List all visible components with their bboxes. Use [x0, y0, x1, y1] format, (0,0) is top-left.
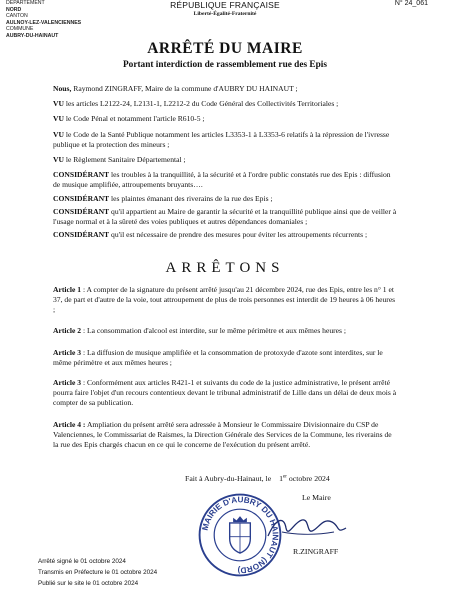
preamble-item — [53, 207, 399, 227]
article-text: : Conformément aux articles R421-1 et suivants du code de la justice administrative, le présent arrêté pourra faire l'objet d'un recours contentieux devant le tribunal administratif de Lille dans un délai de deux mois à compter de sa publication. — [53, 378, 397, 408]
date-day-suffix: er — [283, 474, 287, 480]
place-date-prefix: Fait à Aubry-du-Hainaut, le — [185, 474, 272, 483]
preamble-lead: CONSIDÉRANT — [53, 170, 110, 180]
article-label: Article 3 — [53, 348, 82, 357]
handwritten-signature — [262, 510, 352, 544]
article-label: Article 4 : — [53, 420, 86, 429]
preamble-lead: CONSIDÉRANT — [53, 230, 110, 240]
article-label: Article 2 — [53, 326, 82, 335]
preamble-lead: CONSIDÉRANT — [53, 206, 110, 216]
article-text: : La consommation d'alcool est interdite, sur le même périmètre et aux mêmes heures ; — [81, 326, 347, 335]
document-title: ARRÊTÉ DU MAIRE — [147, 40, 303, 57]
preamble-text: les plaintes émanant des riverains de la rue des Epis ; — [109, 193, 273, 203]
preamble-lead: VU — [53, 129, 64, 139]
publication-footer — [38, 556, 157, 589]
header-line: AUBRY-DU-HAINAUT — [6, 32, 59, 39]
article-text: Ampliation du présent arrêté sera adressée à Monsieur le Commissaire Divisionnaire du CSP de Valenciennes, le Commissariat de Raismes, la Direction Générale des Services de la Commune, les riverains de la rue des Epis chargés chacun en ce qui le concerne de l'exécution du présent arrêté. — [53, 420, 392, 450]
header-line: DÉPARTEMENT — [6, 0, 45, 6]
republic-title: RÉPUBLIQUE FRANÇAISE — [170, 0, 280, 10]
header-line: NORD — [6, 6, 22, 13]
article-1 — [53, 285, 399, 316]
header-line: AULNOY-LEZ-VALENCIENNES — [6, 19, 82, 26]
arretons-heading: ARRÊTONS — [165, 260, 285, 276]
preamble-lead: CONSIDÉRANT — [53, 193, 110, 203]
preamble-item — [53, 155, 399, 165]
preamble-item — [53, 84, 399, 94]
preamble-text: le Règlement Sanitaire Départemental ; — [63, 155, 186, 165]
preamble-text: les articles L2122-24, L2131-1, L2212-2 du Code Général des Collectivités Territoriales ; — [63, 99, 339, 109]
preamble-item — [53, 194, 399, 204]
republic-motto: Liberté-Égalité-Fraternité — [193, 11, 257, 17]
article-4 — [53, 420, 399, 451]
article-3-recours — [53, 378, 399, 409]
preamble-block — [53, 84, 399, 240]
decree-number: N° 24_061 — [394, 0, 428, 7]
date-rest: octobre 2024 — [286, 474, 330, 483]
preamble-item — [53, 99, 399, 109]
preamble-lead: Nous, — [53, 84, 72, 93]
preamble-text: qu'il est nécessaire de prendre des mesures pour éviter les attroupements récurrents ; — [109, 230, 368, 240]
preamble-item — [53, 130, 399, 150]
seal-text: MAIRIE D'AUBRY DU HAINAUT (NORD) — [200, 495, 280, 575]
administrative-header — [6, 0, 81, 40]
preamble-item — [53, 230, 399, 240]
preamble-lead: VU — [53, 155, 64, 165]
preamble-item — [53, 170, 399, 190]
article-text: : La diffusion de musique amplifiée et la consommation de protoxyde d'azote sont interdites, sur le même périmètre et aux mêmes heures ; — [53, 348, 383, 368]
preamble-text: Raymond ZINGRAFF, Maire de la commune d'AUBRY DU HAINAUT ; — [71, 84, 298, 93]
preamble-lead: VU — [53, 99, 64, 109]
article-3 — [53, 348, 399, 368]
article-label: Article 1 — [53, 285, 82, 294]
date-day: 1 — [279, 474, 284, 483]
document-subtitle: Portant interdiction de rassemblement rue des Epis — [123, 60, 327, 70]
footer-transmitted: Transmis en Préfecture le 01 octobre 2024 — [38, 569, 158, 576]
preamble-lead: VU — [53, 114, 64, 124]
header-line: CANTON — [6, 13, 28, 20]
preamble-text: le Code de la Santé Publique notamment les articles L3353-1 à L3353-6 relatifs à la répression de l'ivresse publique et la protection des mineurs ; — [53, 129, 390, 149]
preamble-item — [53, 114, 399, 124]
article-2 — [53, 326, 399, 336]
preamble-text: le Code Pénal et notamment l'article R610-5 ; — [63, 114, 205, 124]
footer-published: Publié sur le site le 01 octobre 2024 — [38, 580, 139, 587]
place-date-line — [185, 474, 330, 483]
mayor-label: Le Maire — [302, 493, 331, 502]
signatory-name: R.ZINGRAFF — [293, 547, 339, 556]
article-text: : A compter de la signature du présent arrêté jusqu'au 21 décembre 2024, rue des Epis, entre les n° 1 et 37, de part et d'autre de la voie, tout attroupement de plus de trois personnes est interdit de 19 heures à 06 heures ; — [53, 285, 396, 315]
article-label: Article 3 — [53, 378, 82, 387]
footer-signed: Arrêté signé le 01 octobre 2024 — [38, 558, 126, 565]
coat-of-arms-icon — [230, 516, 251, 553]
preamble-text: les troubles à la tranquillité, à la sécurité et à l'ordre public constatés rue des Epis : diffusion de musique amplifiée, attroupements bruyants…. — [53, 170, 391, 190]
preamble-text: qu'il appartient au Maire de garantir la sécurité et la tranquillité publique ainsi que de veiller à l'usage normal et à la sûreté des voies publiques et autres dépendances domaniales ; — [53, 206, 397, 227]
header-line: COMMUNE — [6, 26, 34, 33]
republic-header — [150, 0, 300, 17]
